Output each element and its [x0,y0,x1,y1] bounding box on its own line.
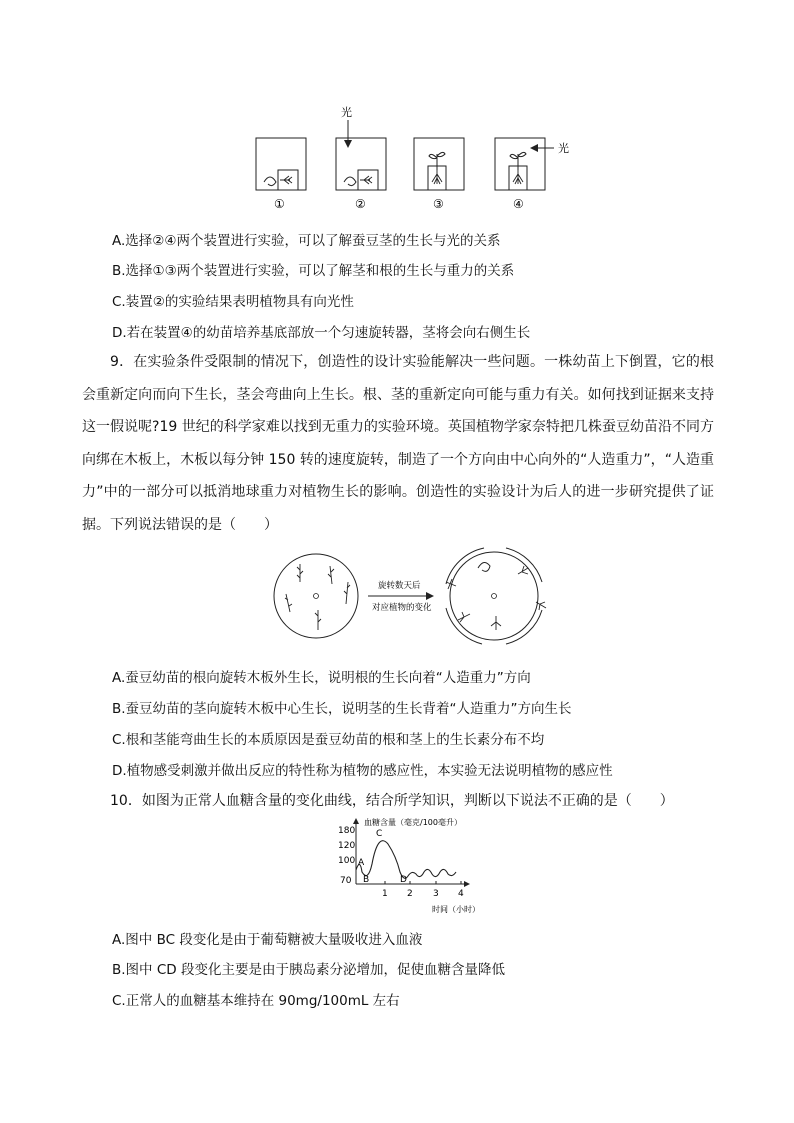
q9-option-c: C.根和茎能弯曲生长的本质原因是蚕豆幼苗的根和茎上的生长素分布不均 [112,732,545,748]
rotation-arrow [368,580,434,613]
board-after-rotation [446,548,546,644]
ytick-180: 180 [338,826,356,836]
device-1 [256,138,306,190]
ytick-100: 100 [338,856,356,866]
q8-option-d: D.若在装置④的幼苗培养基底部放一个匀速旋转器，茎将会向右侧生长 [112,325,531,341]
board-before-rotation [274,554,358,638]
q8-option-a: A.选择②④两个装置进行实验，可以了解蚕豆茎的生长与光的关系 [112,233,501,249]
q9-option-a: A.蚕豆幼苗的根向旋转木板外生长，说明根的生长向着“人造重力”方向 [112,670,531,686]
q8-option-b: B.选择①③两个装置进行实验，可以了解茎和根的生长与重力的关系 [112,263,515,279]
q10-option-b: B.图中 CD 段变化主要是由于胰岛素分泌增加，促使血糖含量降低 [112,962,505,978]
xtick-4: 4 [458,889,464,899]
device-3 [414,138,464,190]
point-c: C [376,829,383,839]
q10-option-a: A.图中 BC 段变化是由于葡萄糖被大量吸收进入血液 [112,932,423,948]
q8-option-c: C.装置②的实验结果表明植物具有向光性 [112,294,354,310]
point-a: A [358,858,365,868]
xtick-3: 3 [433,889,439,899]
device-number-3: ③ [433,197,444,211]
q9-stem: 9．在实验条件受限制的情况下，创造性的设计实验能解决一些问题。一株幼苗上下倒置，它的根会重新定向而向下生长，茎会弯曲向上生长。根、茎的重新定向可能与重力有关。如何找到证据来支持这一假说呢?19 世纪的科学家难以找到无重力的实验环境。英国植物学家奈特把几株蚕豆幼苗沿不同方向绑在木板上，木板以每分钟 150 转的速度旋转，制造了一个方向由中心向外的“人造重力”，“人造重力”中的一部分可以抵消地球重力对植物生长的影响。创造性的实验设计为后人的进一步研究提供了证据。下列说法错误的是（ ） [82,354,714,533]
plant-devices-figure [240,100,580,218]
point-d: D [400,875,407,885]
graph-ylabel: 血糖含量（毫克/100毫升） [364,818,462,827]
q10-option-c: C.正常人的血糖基本维持在 90mg/100mL 左右 [112,993,400,1009]
blood-glucose-graph [334,814,484,918]
point-b: B [363,875,370,885]
light-label-right: 光 [558,142,569,155]
device-number-1: ① [274,197,285,211]
ytick-70: 70 [340,876,352,886]
light-label-top: 光 [341,106,352,119]
graph-xlabel: 时间（小时） [432,905,480,914]
rotating-board-figure [270,544,560,650]
q10-stem: 10．如图为正常人血糖含量的变化曲线，结合所学知识，判断以下说法不正确的是（ ） [110,793,674,809]
device-2 [336,138,386,190]
device-number-4: ④ [513,197,524,211]
ytick-120: 120 [338,841,356,851]
arrow-label-top: 旋转数天后 [378,581,421,591]
glucose-curve [356,841,456,879]
q9-option-d: D.植物感受刺激并做出反应的特性称为植物的感应性，本实验无法说明植物的感应性 [112,763,613,779]
xtick-2: 2 [407,889,413,899]
arrow-label-bottom: 对应植物的变化 [372,603,432,613]
xtick-1: 1 [382,889,388,899]
device-number-2: ② [355,197,366,211]
q9-option-b: B.蚕豆幼苗的茎向旋转木板中心生长，说明茎的生长背着“人造重力”方向生长 [112,701,572,717]
